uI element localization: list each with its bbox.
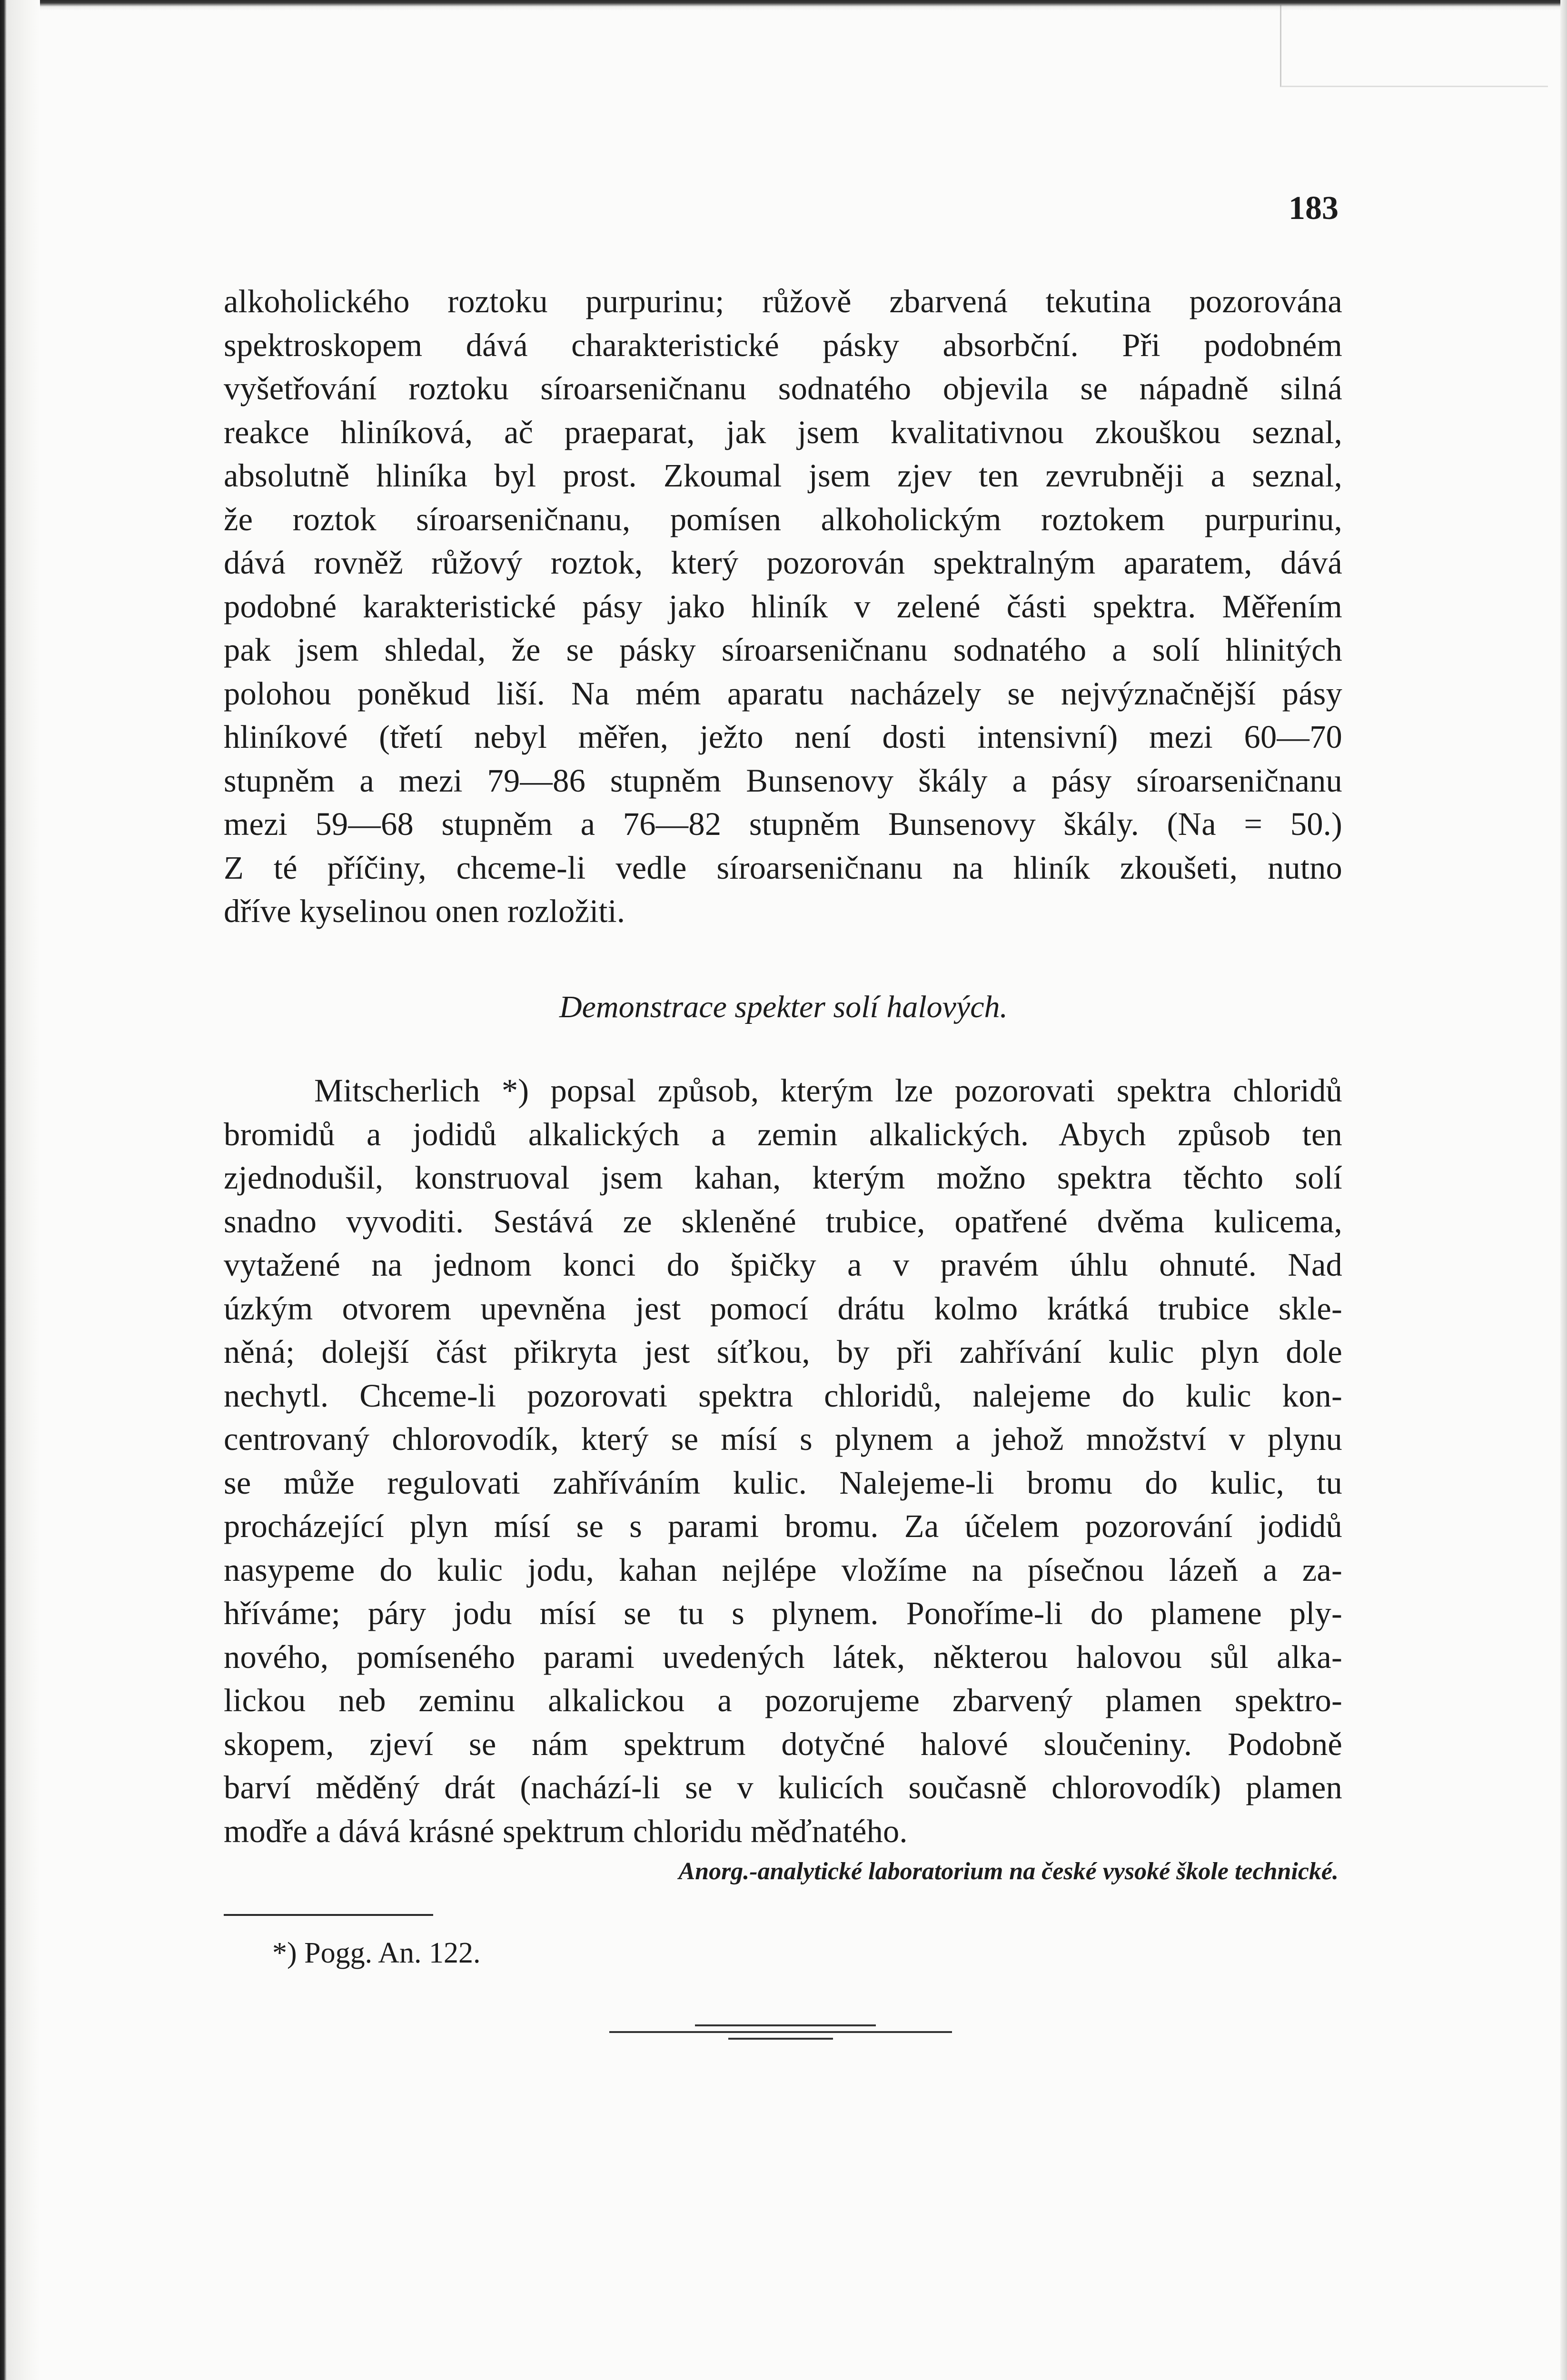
text-line: snadno vyvoditi. Sestává ze skleněné trubice, opatřené dvěma kulicema,: [224, 1203, 1342, 1240]
text-line: hliníkové (třetí nebyl měřen, ježto není dosti intensivní) mezi 60—70: [224, 719, 1342, 755]
text-line: Z té příčiny, chceme-li vedle síroarseničnanu na hliník zkoušeti, nutno: [224, 849, 1342, 886]
text-line: centrovaný chlorovodík, který se mísí s plynem a jehož množství v plynu: [224, 1421, 1342, 1457]
text-line: absolutně hliníka byl prost. Zkoumal jsem zjev ten zevrubněji a seznal,: [224, 457, 1342, 494]
footnote-rule: [224, 1914, 433, 1916]
text-line: skopem, zjeví se nám spektrum dotyčné halové sloučeniny. Podobně: [224, 1726, 1342, 1762]
paragraph-1: [224, 280, 1342, 933]
text-line: úzkým otvorem upevněna jest pomocí drátu kolmo krátká trubice skle-: [224, 1290, 1342, 1327]
text-line: vyšetřování roztoku síroarseničnanu sodnatého objevila se nápadně silná: [224, 370, 1342, 407]
footnote: *) Pogg. An. 122.: [272, 1937, 481, 1969]
text-line: něná; dolejší část přikryta jest síťkou, by při zahřívání kulic plyn dole: [224, 1334, 1342, 1370]
scan-left-edge: [0, 0, 40, 2380]
text-line: vytažené na jednom konci do špičky a v pravém úhlu ohnuté. Nad: [224, 1247, 1342, 1283]
text-line: dává rovněž růžový roztok, který pozorován spektralným aparatem, dává: [224, 545, 1342, 581]
text-line: modře a dává krásné spektrum chloridu měďnatého.: [224, 1813, 908, 1849]
text-line: reakce hliníková, ač praeparat, jak jsem kvalitativnou zkouškou seznal,: [224, 414, 1342, 450]
text-line: alkoholického roztoku purpurinu; růžově zbarvená tekutina pozorována: [224, 283, 1342, 319]
section-heading: Demonstrace spekter solí halových.: [559, 990, 1008, 1024]
text-line: podobné karakteristické pásy jako hliník v zelené části spektra. Měřením: [224, 588, 1342, 625]
text-line: spektroskopem dává charakteristické pásky absorbční. Při podobném: [224, 327, 1342, 363]
text-line: nechytl. Chceme-li pozorovati spektra chloridů, nalejeme do kulic kon-: [224, 1377, 1342, 1414]
text-line: polohou poněkud liší. Na mém aparatu nacházely se nejvýznačnější pásy: [224, 675, 1342, 712]
text-line: Mitscherlich *) popsal způsob, kterým lze pozorovati spektra chloridů: [314, 1072, 1342, 1109]
text-line: lickou neb zeminu alkalickou a pozorujeme zbarvený plamen spektro-: [224, 1682, 1342, 1718]
text-line: dříve kyselinou onen rozložiti.: [224, 893, 625, 929]
end-ornament-rule: [609, 2024, 952, 2043]
text-line: hříváme; páry jodu mísí se tu s plynem. Ponoříme-li do plamene ply-: [224, 1595, 1342, 1631]
scan-right-edge: [1560, 0, 1567, 2380]
text-line: stupněm a mezi 79—86 stupněm Bunsenovy škály a pásy síroarseničnanu: [224, 762, 1342, 799]
text-line: nového, pomíseného parami uvedených látek, některou halovou sůl alka-: [224, 1638, 1342, 1675]
text-line: pak jsem shledal, že se pásky síroarseničnanu sodnatého a solí hlinitých: [224, 632, 1342, 668]
text-line: procházející plyn mísí se s parami bromu. Za účelem pozorování jodidů: [224, 1508, 1342, 1544]
text-line: zjednodušil, konstruoval jsem kahan, kterým možno spektra těchto solí: [224, 1160, 1342, 1196]
affiliation-signature: Anorg.-analytické laboratorium na české vysoké škole technické.: [678, 1858, 1339, 1885]
paragraph-2: [224, 1069, 1342, 1853]
page-number: 183: [1289, 190, 1339, 227]
text-line: bromidů a jodidů alkalických a zemin alkalických. Abych způsob ten: [224, 1116, 1342, 1152]
text-line: nasypeme do kulic jodu, kahan nejlépe vložíme na písečnou lázeň a za-: [224, 1551, 1342, 1588]
text-line: mezi 59—68 stupněm a 76—82 stupněm Bunsenovy škály. (Na = 50.): [224, 806, 1342, 842]
text-line: barví měděný drát (nachází-li se v kulicích současně chlorovodík) plamen: [224, 1769, 1342, 1805]
text-line: že roztok síroarseničnanu, pomísen alkoholickým roztokem purpurinu,: [224, 501, 1342, 537]
text-line: se může regulovati zahříváním kulic. Nalejeme-li bromu do kulic, tu: [224, 1464, 1342, 1501]
scan-corner-artifact: [1280, 5, 1548, 87]
